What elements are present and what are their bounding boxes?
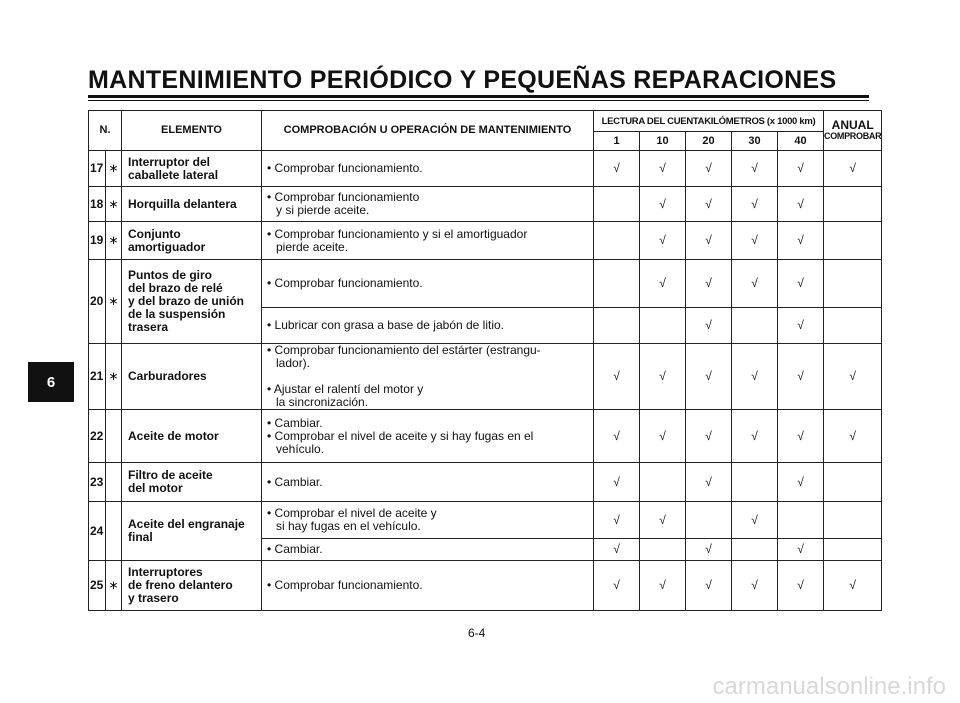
check-mark: √ xyxy=(732,187,778,222)
check-mark: √ xyxy=(824,151,882,187)
check-mark: √ xyxy=(640,187,686,222)
row-number: 18 xyxy=(89,187,106,222)
check-mark: √ xyxy=(686,222,732,260)
check-mark: √ xyxy=(594,344,640,410)
watermark-text: carmanualsonline.info xyxy=(712,673,946,700)
row-element: Puntos de giro del brazo de relé y del brazo de unión de la suspensión trasera xyxy=(122,260,262,344)
header-comprobacion: COMPROBACIÓN U OPERACIÓN DE MANTENIMIENTO xyxy=(262,111,594,151)
check-empty xyxy=(640,539,686,561)
check-empty xyxy=(824,308,882,344)
check-mark: √ xyxy=(686,187,732,222)
check-mark: √ xyxy=(594,151,640,187)
check-empty xyxy=(778,502,824,539)
table-row xyxy=(89,260,882,308)
check-empty xyxy=(732,463,778,502)
table-row xyxy=(89,410,882,463)
star-mark: ∗ xyxy=(106,260,122,344)
row-number: 21 xyxy=(89,344,106,410)
km-10: 10 xyxy=(640,132,686,151)
row-operation: • Comprobar funcionamiento y si el amortiguador pierde aceite. xyxy=(262,222,594,260)
check-mark: √ xyxy=(732,561,778,611)
check-empty xyxy=(732,308,778,344)
check-mark: √ xyxy=(778,260,824,308)
row-operation: • Comprobar el nivel de aceite y si hay fugas en el vehículo. xyxy=(262,502,594,539)
check-mark: √ xyxy=(686,410,732,463)
check-mark: √ xyxy=(778,151,824,187)
row-number: 20 xyxy=(89,260,106,344)
check-mark: √ xyxy=(732,151,778,187)
anual-label: ANUAL xyxy=(831,117,874,132)
table-row xyxy=(89,187,882,222)
check-mark: √ xyxy=(640,502,686,539)
check-mark: √ xyxy=(594,502,640,539)
check-mark: √ xyxy=(732,410,778,463)
table-row xyxy=(89,151,882,187)
row-element: Aceite del engranaje final xyxy=(122,502,262,561)
check-mark: √ xyxy=(594,539,640,561)
star-mark: ∗ xyxy=(106,222,122,260)
star-cell xyxy=(106,502,122,561)
check-empty xyxy=(594,187,640,222)
check-mark: √ xyxy=(778,561,824,611)
comprobar-label: COMPROBAR xyxy=(824,130,882,141)
check-mark: √ xyxy=(640,410,686,463)
row-operation: • Cambiar. xyxy=(262,539,594,561)
check-mark: √ xyxy=(640,260,686,308)
row-operation: • Comprobar funcionamiento y si pierde aceite. xyxy=(262,187,594,222)
header-elemento: ELEMENTO xyxy=(122,111,262,151)
title-rule xyxy=(88,95,869,98)
row-element: Horquilla delantera xyxy=(122,187,262,222)
row-number: 24 xyxy=(89,502,106,561)
title-rule-thin xyxy=(88,100,869,101)
km-30: 30 xyxy=(732,132,778,151)
row-operation: • Comprobar funcionamiento. xyxy=(262,151,594,187)
table-row xyxy=(89,561,882,611)
row-number: 22 xyxy=(89,410,106,463)
check-mark: √ xyxy=(778,344,824,410)
table-row xyxy=(89,463,882,502)
header-row xyxy=(89,111,882,132)
page-number: 6-4 xyxy=(468,626,486,640)
check-mark: √ xyxy=(594,561,640,611)
table-row xyxy=(89,344,882,410)
check-mark: √ xyxy=(824,561,882,611)
row-element: Interruptor del caballete lateral xyxy=(122,151,262,187)
check-mark: √ xyxy=(778,308,824,344)
check-mark: √ xyxy=(732,502,778,539)
row-operation: • Comprobar funcionamiento. xyxy=(262,561,594,611)
check-mark: √ xyxy=(640,344,686,410)
star-mark: ∗ xyxy=(106,151,122,187)
check-empty xyxy=(824,502,882,539)
star-mark: ∗ xyxy=(106,344,122,410)
check-mark: √ xyxy=(686,308,732,344)
check-mark: √ xyxy=(778,410,824,463)
check-empty xyxy=(640,463,686,502)
check-mark: √ xyxy=(686,344,732,410)
check-mark: √ xyxy=(686,260,732,308)
star-cell xyxy=(106,463,122,502)
check-mark: √ xyxy=(732,260,778,308)
km-40: 40 xyxy=(778,132,824,151)
check-mark: √ xyxy=(640,151,686,187)
table-row xyxy=(89,222,882,260)
row-operation: • Lubricar con grasa a base de jabón de litio. xyxy=(262,308,594,344)
row-element: Carburadores xyxy=(122,344,262,410)
row-element: Interruptores de freno delantero y trasero xyxy=(122,561,262,611)
row-operation: • Comprobar funcionamiento del estárter (estrangu- lador). • Ajustar el ralentí del motor y la sincronización. xyxy=(262,344,594,410)
row-number: 17 xyxy=(89,151,106,187)
maintenance-table xyxy=(88,110,882,611)
star-mark: ∗ xyxy=(106,187,122,222)
check-mark: √ xyxy=(686,539,732,561)
check-mark: √ xyxy=(778,539,824,561)
check-mark: √ xyxy=(778,222,824,260)
check-empty xyxy=(824,260,882,308)
star-cell xyxy=(106,410,122,463)
row-number: 25 xyxy=(89,561,106,611)
header-lectura: LECTURA DEL CUENTAKILÓMETROS (x 1000 km) xyxy=(594,111,824,132)
header-n: N. xyxy=(89,111,122,151)
check-empty xyxy=(732,539,778,561)
chapter-tab: 6 xyxy=(28,362,74,402)
check-empty xyxy=(824,463,882,502)
table-row xyxy=(89,502,882,539)
check-mark: √ xyxy=(640,561,686,611)
check-mark: √ xyxy=(824,410,882,463)
check-empty xyxy=(640,308,686,344)
check-mark: √ xyxy=(686,463,732,502)
row-operation: • Comprobar funcionamiento. xyxy=(262,260,594,308)
check-mark: √ xyxy=(640,222,686,260)
km-20: 20 xyxy=(686,132,732,151)
check-mark: √ xyxy=(778,187,824,222)
check-empty xyxy=(824,539,882,561)
check-empty xyxy=(686,502,732,539)
check-mark: √ xyxy=(778,463,824,502)
check-empty xyxy=(594,308,640,344)
row-number: 23 xyxy=(89,463,106,502)
check-mark: √ xyxy=(732,222,778,260)
check-mark: √ xyxy=(824,344,882,410)
row-operation: • Cambiar. xyxy=(262,463,594,502)
row-operation: • Cambiar. • Comprobar el nivel de aceite y si hay fugas en el vehículo. xyxy=(262,410,594,463)
row-element: Aceite de motor xyxy=(122,410,262,463)
page-title: MANTENIMIENTO PERIÓDICO Y PEQUEÑAS REPARACIONES xyxy=(88,66,837,94)
check-empty xyxy=(824,187,882,222)
km-1: 1 xyxy=(594,132,640,151)
row-element: Conjunto amortiguador xyxy=(122,222,262,260)
check-mark: √ xyxy=(686,151,732,187)
row-element: Filtro de aceite del motor xyxy=(122,463,262,502)
check-empty xyxy=(594,260,640,308)
check-empty xyxy=(824,222,882,260)
check-mark: √ xyxy=(686,561,732,611)
header-anual xyxy=(824,111,882,151)
check-mark: √ xyxy=(594,463,640,502)
star-mark: ∗ xyxy=(106,561,122,611)
check-mark: √ xyxy=(732,344,778,410)
check-empty xyxy=(594,222,640,260)
check-mark: √ xyxy=(594,410,640,463)
row-number: 19 xyxy=(89,222,106,260)
